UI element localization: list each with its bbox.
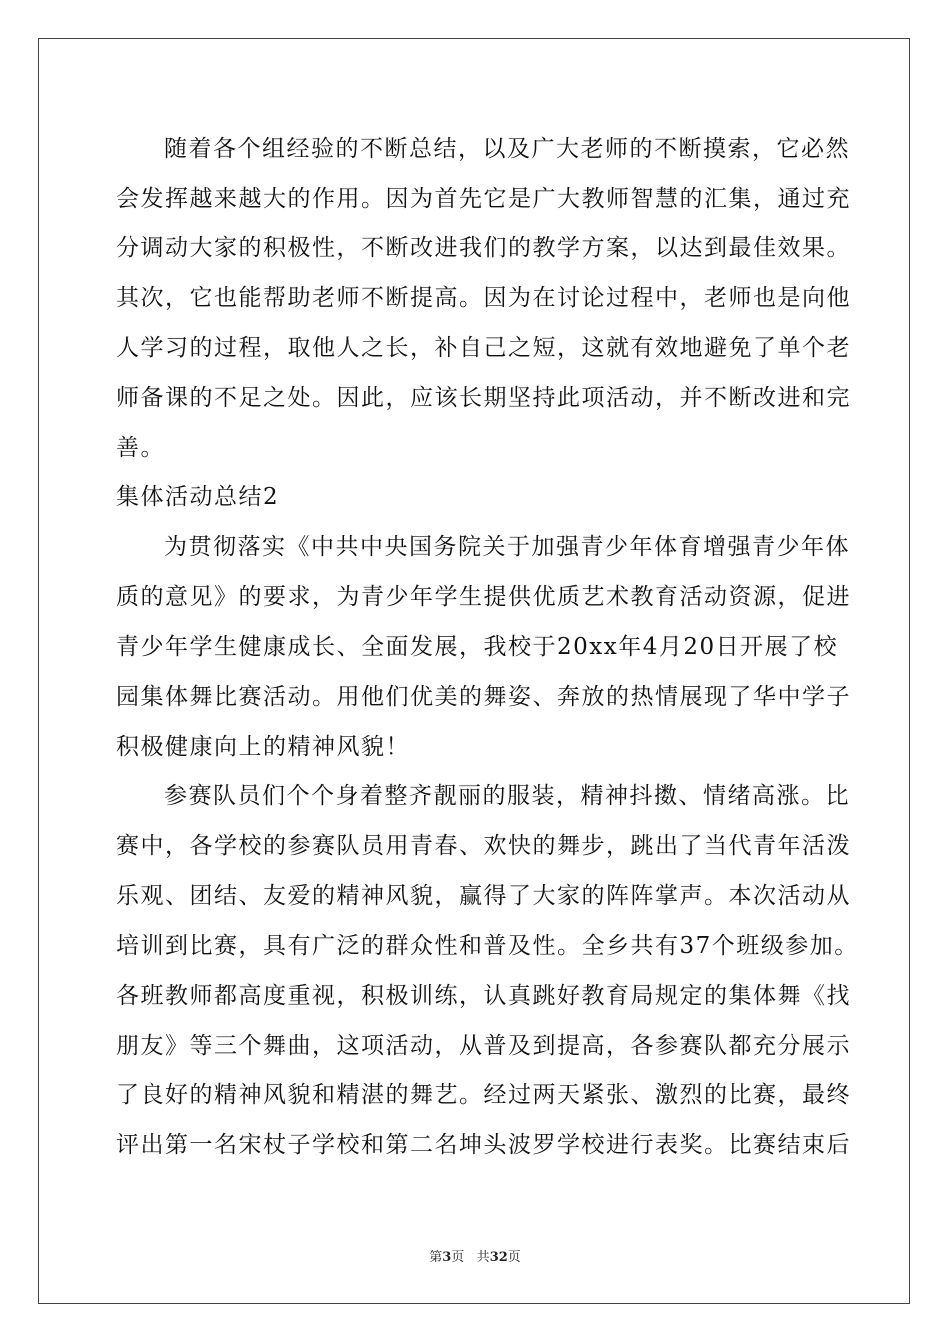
paragraph-line: 各班教师都高度重视，积极训练，认真跳好教育局规定的集体舞《找 [116,983,851,1009]
section-heading: 集体活动总结2 [116,484,280,510]
footer-total-suffix: 页 [507,1250,521,1265]
page-footer [0,1246,950,1265]
footer-total-number: 32 [489,1250,508,1265]
paragraph-line: 会发挥越来越大的作用。因为首先它是广大教师智慧的汇集，通过充 [116,186,851,212]
paragraph-line: 人学习的过程，取他人之长，补自己之短，这就有效地避免了单个老 [116,335,851,361]
paragraph-line: 积极健康向上的精神风貌！ [116,734,410,760]
paragraph-line: 乐观、团结、友爱的精神风貌，赢得了大家的阵阵掌声。本次活动从 [116,883,851,909]
paragraph-line: 评出第一名宋杖子学校和第二名坤头波罗学校进行表奖。比赛结束后 [116,1132,851,1158]
paragraph-line: 随着各个组经验的不断总结，以及广大老师的不断摸索，它必然 [164,136,850,162]
paragraph-line: 其次，它也能帮助老师不断提高。因为在讨论过程中，老师也是向他 [116,285,851,311]
footer-page-number: 3 [442,1250,452,1265]
paragraph-line: 善。 [116,435,165,461]
paragraph-line: 为贯彻落实《中共中央国务院关于加强青少年体育增强青少年体 [164,534,850,560]
paragraph-line: 分调动大家的积极性，不断改进我们的教学方案，以达到最佳效果。 [116,235,851,261]
paragraph-line: 培训到比赛，具有广泛的群众性和普及性。全乡共有37个班级参加。 [116,933,859,959]
paragraph-line: 参赛队员们个个身着整齐靓丽的服装，精神抖擞、情绪高涨。比 [164,783,850,809]
paragraph-line: 青少年学生健康成长、全面发展，我校于20xx年4月20日开展了校 [116,634,839,660]
paragraph-line: 了良好的精神风貌和精湛的舞艺。经过两天紧张、激烈的比赛，最终 [116,1082,851,1108]
paragraph-line: 质的意见》的要求，为青少年学生提供优质艺术教育活动资源，促进 [116,584,851,610]
paragraph-line: 赛中，各学校的参赛队员用青春、欢快的舞步，跳出了当代青年活泼 [116,833,851,859]
paragraph-line: 园集体舞比赛活动。用他们优美的舞姿、奔放的热情展现了华中学子 [116,684,851,710]
footer-page-prefix: 第 [429,1250,443,1265]
page-border [38,38,910,1304]
footer-total-prefix: 共 [476,1250,490,1265]
footer-page-suffix: 页 [451,1250,465,1265]
paragraph-line: 师备课的不足之处。因此，应该长期坚持此项活动，并不断改进和完 [116,385,851,411]
paragraph-line: 朋友》等三个舞曲，这项活动，从普及到提高，各参赛队都充分展示 [116,1033,851,1059]
